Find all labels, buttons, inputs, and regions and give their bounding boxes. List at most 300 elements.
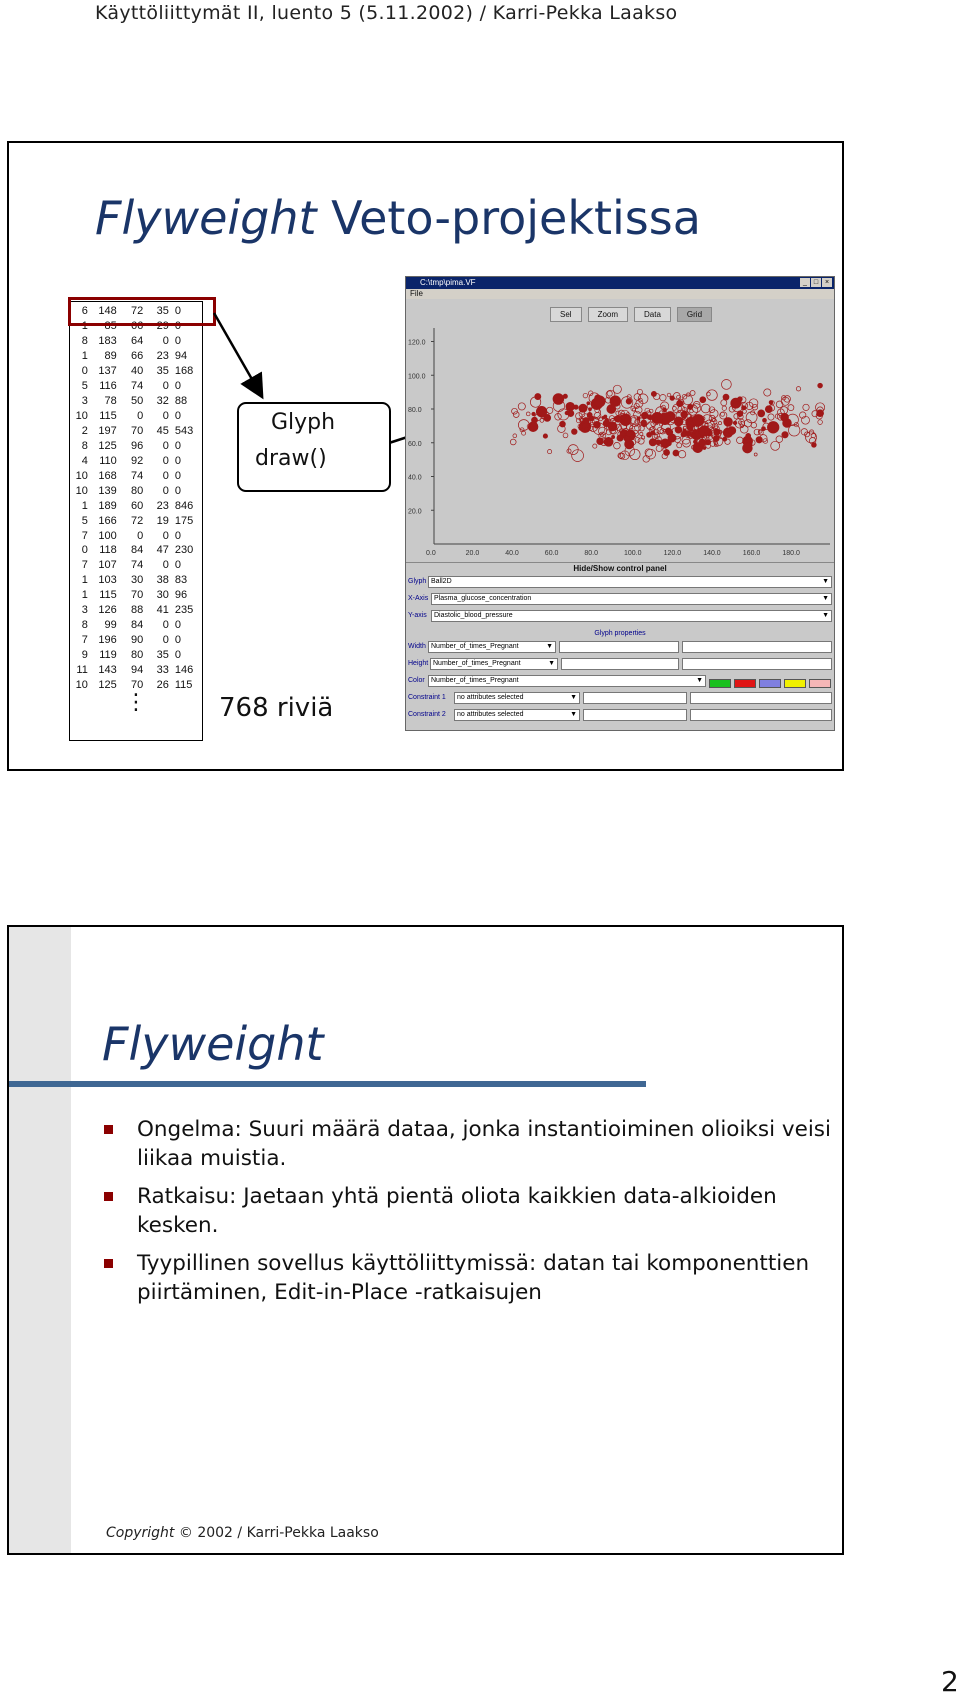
table-cell: 118 — [99, 544, 117, 557]
glyph-point — [535, 394, 541, 400]
table-cell: 0 — [162, 410, 169, 423]
width-row — [406, 640, 834, 654]
table-cell: 0 — [174, 439, 181, 452]
table-cell: 40 — [131, 365, 144, 378]
table-cell: 94 — [131, 663, 144, 676]
table-cell: 5 — [81, 380, 88, 393]
glyph-point — [699, 439, 706, 446]
x-tick-label: 100.0 — [624, 550, 642, 557]
toolbar — [550, 307, 712, 322]
glyph-point — [649, 439, 656, 446]
table-cell: 19 — [156, 514, 169, 527]
table-cell: 115 — [99, 589, 117, 602]
constraint2-min-field[interactable] — [583, 709, 687, 721]
glyph-points — [510, 380, 824, 463]
glyph-point — [683, 429, 687, 433]
glyph-point — [522, 431, 526, 435]
table-cell: 84 — [131, 544, 144, 557]
table-cell: 0 — [174, 634, 181, 647]
glyph-point — [663, 408, 667, 412]
glyph-point — [812, 443, 817, 448]
table-cell: 4 — [81, 454, 88, 467]
table-cell: 0 — [162, 619, 169, 632]
height-select-value: Number_of_times_Pregnant — [433, 660, 521, 667]
table-cell: 0 — [174, 649, 181, 662]
table-cell: 1 — [81, 574, 88, 587]
table-cell: 146 — [174, 663, 194, 676]
x-tick-label: 0.0 — [426, 550, 436, 557]
constraint2-select[interactable] — [454, 709, 580, 721]
table-cell: 168 — [98, 469, 117, 482]
table-cell: 0 — [174, 380, 181, 393]
table-cell: 70 — [131, 589, 144, 602]
table-cell: 38 — [156, 574, 169, 587]
glyph-point — [518, 403, 525, 410]
glyph-point — [677, 400, 683, 406]
constraint1-min-field[interactable] — [583, 692, 687, 704]
constraint2-label: Constraint 2 — [408, 711, 446, 718]
slide-veto — [7, 141, 844, 771]
constraint1-label: Constraint 1 — [408, 694, 446, 701]
table-cell: 85 — [104, 320, 117, 333]
dropdown-arrow-icon: ▼ — [546, 643, 553, 650]
glyph-point — [722, 406, 726, 410]
table-cell: 0 — [81, 365, 88, 378]
table-cell: 64 — [131, 335, 144, 348]
x-tick-label: 140.0 — [703, 550, 721, 557]
glyph-point — [654, 417, 658, 421]
glyph-method: draw() — [255, 446, 327, 471]
glyph-point — [560, 421, 566, 427]
glyph-point — [512, 408, 518, 414]
data-button[interactable]: Data — [634, 307, 671, 322]
table-cell: 116 — [99, 380, 117, 393]
glyph-point — [548, 450, 552, 454]
swatch-yellow[interactable] — [784, 679, 806, 688]
glyph-point — [703, 447, 706, 450]
glyph-point — [616, 411, 620, 415]
table-cell: 0 — [162, 559, 169, 572]
color-swatches — [709, 679, 831, 688]
glyph-point — [818, 420, 823, 425]
table-cell: 1 — [81, 350, 88, 363]
glyph-type-label: Glyph — [408, 578, 427, 585]
table-cell: 9 — [81, 649, 88, 662]
hide-show-control-panel[interactable]: Hide/Show control panel — [406, 562, 834, 575]
table-cell: 30 — [131, 574, 144, 587]
glyph-point — [647, 415, 652, 420]
table-cell: 107 — [98, 559, 117, 572]
table-cell: 183 — [98, 335, 117, 348]
table-cell: 32 — [156, 395, 169, 408]
glyph-point — [656, 446, 662, 452]
width-min-field[interactable] — [559, 641, 679, 653]
close-button[interactable]: × — [822, 278, 832, 287]
height-min-field[interactable] — [561, 658, 679, 670]
x-tick-label: 160.0 — [742, 550, 761, 557]
table-cell: 1 — [81, 589, 88, 602]
height-max-field[interactable] — [682, 658, 832, 670]
table-cell: 235 — [174, 604, 194, 617]
glyph-point — [811, 433, 815, 437]
width-select[interactable] — [428, 641, 556, 653]
title-rest: Veto-projektissa — [316, 191, 701, 245]
table-cell: 0 — [174, 559, 181, 572]
glyph-point — [700, 397, 706, 403]
glyph-point — [788, 405, 794, 411]
slide-title: Flyweight — [102, 1017, 324, 1071]
title-rule — [9, 1081, 646, 1087]
glyph-point — [746, 412, 757, 423]
glyph-point — [723, 394, 729, 400]
x-tick-label: 80.0 — [584, 550, 599, 557]
height-select[interactable] — [430, 658, 558, 670]
table-cell: 84 — [131, 619, 144, 632]
glyph-point — [651, 431, 655, 435]
table-cell: 10 — [75, 678, 88, 691]
glyph-point — [776, 401, 783, 408]
glyph-point — [638, 438, 644, 444]
glyph-properties-title: Glyph properties — [594, 630, 646, 637]
xaxis-row — [406, 592, 834, 606]
table-cell: 1 — [81, 499, 88, 512]
arrow-row-to-glyph — [214, 313, 261, 395]
glyph-point — [782, 432, 788, 438]
dropdown-arrow-icon: ▼ — [570, 694, 577, 701]
glyph-point — [624, 436, 630, 442]
table-cell: 189 — [98, 499, 117, 512]
glyph-point — [594, 396, 605, 407]
glyph-point — [764, 389, 771, 396]
constraint2-row — [406, 708, 834, 722]
table-cell: 66 — [131, 350, 144, 363]
glyph-point — [593, 444, 597, 448]
glyph-point — [620, 414, 632, 426]
table-cell: 3 — [81, 604, 88, 617]
table-cell: 6 — [81, 305, 88, 318]
glyph-point — [771, 441, 780, 450]
width-label: Width — [408, 643, 426, 650]
x-tick-label: 120.0 — [663, 550, 682, 557]
table-cell: 197 — [98, 424, 117, 437]
window-titlebar — [406, 277, 834, 289]
height-row — [406, 657, 834, 671]
constraint1-select-value: no attributes selected — [457, 694, 524, 701]
width-select-value: Number_of_times_Pregnant — [431, 643, 519, 650]
table-cell: 26 — [156, 678, 169, 691]
table-cell: 35 — [156, 305, 169, 318]
glyph-point — [818, 383, 823, 388]
dropdown-arrow-icon: ▼ — [822, 578, 829, 585]
glyph-point — [547, 407, 553, 413]
glyph-point — [721, 400, 727, 406]
constraint2-select-value: no attributes selected — [457, 711, 524, 718]
table-cell: 70 — [131, 678, 144, 691]
glyph-point — [674, 417, 683, 426]
xaxis-label: X-Axis — [408, 595, 429, 602]
glyph-point — [532, 412, 536, 416]
yaxis-label: Y-axis — [408, 612, 427, 619]
glyph-point — [737, 437, 744, 444]
slide-flyweight — [7, 925, 844, 1555]
table-cell: 23 — [156, 350, 169, 363]
table-cell: 99 — [104, 619, 117, 632]
menu-file[interactable]: File — [410, 289, 423, 298]
glyph-point — [746, 433, 751, 438]
glyph-point — [733, 421, 737, 425]
dropdown-arrow-icon: ▼ — [548, 660, 555, 667]
glyph-point — [796, 387, 800, 391]
table-cell: 0 — [162, 335, 169, 348]
table-cell: 96 — [174, 589, 188, 602]
maximize-button[interactable]: □ — [811, 278, 821, 287]
height-label: Height — [408, 660, 429, 667]
glyph-point — [553, 394, 564, 405]
y-tick-label: 40.0 — [408, 474, 422, 482]
glyph-point — [666, 441, 671, 446]
table-cell: 7 — [81, 559, 88, 572]
table-cell: 89 — [104, 350, 117, 363]
yaxis-select[interactable] — [431, 610, 832, 622]
table-cell: 23 — [156, 499, 169, 512]
table-cell: 0 — [174, 335, 181, 348]
glyph-point — [678, 451, 685, 458]
grid-button[interactable]: Grid — [677, 307, 712, 322]
constraint1-select[interactable] — [454, 692, 580, 704]
table-cell: 168 — [174, 365, 194, 378]
table-cell: 29 — [156, 320, 169, 333]
window-title: C:\tmp\pima.VF — [420, 278, 476, 287]
table-cell: 45 — [156, 424, 169, 437]
glyph-point — [767, 422, 779, 434]
y-tick-label: 100.0 — [408, 373, 426, 381]
glyph-point — [802, 416, 810, 424]
table-cell: 143 — [98, 663, 117, 676]
table-cell: 83 — [174, 574, 188, 587]
table-cell: 72 — [131, 305, 144, 318]
table-cell: 846 — [174, 499, 194, 512]
glyph-select[interactable] — [428, 576, 832, 588]
table-cell: 10 — [75, 484, 88, 497]
table-cell: 35 — [156, 649, 169, 662]
glyph-point — [640, 432, 643, 435]
table-cell: 94 — [174, 350, 188, 363]
glyph-row — [406, 575, 834, 589]
table-cell: 8 — [81, 439, 88, 452]
table-cell: 7 — [81, 634, 88, 647]
glyph-point — [691, 433, 696, 438]
glyph-class-box — [237, 402, 391, 492]
scatter-plot[interactable] — [406, 322, 834, 562]
dropdown-arrow-icon: ▼ — [570, 711, 577, 718]
table-cell: 175 — [174, 514, 194, 527]
copyright-word: Copyright — [106, 1525, 175, 1541]
glyph-point — [605, 418, 608, 421]
width-max-field[interactable] — [682, 641, 832, 653]
table-cell: 0 — [137, 529, 144, 542]
table-cell: 10 — [75, 469, 88, 482]
table-cell: 78 — [104, 395, 117, 408]
glyph-point — [701, 404, 710, 413]
title-italic: Flyweight — [95, 191, 317, 245]
glyph-point — [565, 411, 569, 415]
glyph-point — [651, 391, 656, 396]
table-cell: 543 — [174, 424, 194, 437]
table-cell: 119 — [99, 649, 117, 662]
glyph-point — [513, 412, 519, 418]
table-cell: 115 — [174, 678, 193, 691]
y-tick-label: 20.0 — [408, 508, 422, 516]
table-cell: 0 — [174, 305, 181, 318]
glyph-point — [763, 418, 767, 422]
glyph-point — [722, 380, 732, 390]
table-cell: 0 — [162, 634, 169, 647]
glyph-point — [583, 418, 590, 425]
glyph-point — [660, 395, 666, 401]
glyph-point — [805, 432, 810, 437]
table-cell: 0 — [174, 454, 181, 467]
table-cell: 88 — [174, 395, 188, 408]
copyright-symbol: © — [178, 1525, 193, 1541]
x-tick-label: 180.0 — [782, 550, 800, 557]
table-cell: 74 — [131, 380, 144, 393]
table-cell: 88 — [131, 604, 144, 617]
slide-sidebar — [9, 927, 71, 1553]
table-cell: 60 — [131, 499, 144, 512]
table-cell: 110 — [99, 454, 117, 467]
glyph-point — [789, 425, 800, 436]
table-cell: 0 — [174, 410, 181, 423]
glyph-point — [612, 435, 615, 438]
glyph-point — [682, 394, 687, 399]
table-cell: 66 — [131, 320, 144, 333]
glyph-point — [646, 449, 656, 459]
glyph-point — [634, 394, 641, 401]
table-cell: 126 — [98, 604, 117, 617]
table-cell: 0 — [162, 529, 169, 542]
glyph-point — [754, 453, 757, 456]
glyph-point — [756, 437, 762, 443]
table-cell: 47 — [156, 544, 169, 557]
glyph-point — [607, 391, 612, 396]
table-cell: 50 — [131, 395, 144, 408]
menubar — [406, 289, 834, 299]
table-cell: 5 — [81, 514, 88, 527]
constraint2-max-field[interactable] — [690, 709, 832, 721]
swatch-blue[interactable] — [759, 679, 781, 688]
glyph-point — [510, 439, 516, 445]
y-tick-label: 80.0 — [408, 407, 422, 414]
glyph-point — [543, 434, 547, 438]
table-cell: 35 — [156, 365, 169, 378]
glyph-point — [758, 410, 765, 417]
table-cell: 0 — [174, 484, 181, 497]
x-tick-label: 40.0 — [505, 550, 519, 557]
table-cell: 72 — [131, 514, 144, 527]
table-cell: 74 — [131, 559, 144, 572]
glyph-point — [693, 440, 697, 444]
swatch-green[interactable] — [709, 679, 731, 688]
glyph-point — [626, 399, 632, 405]
glyph-point — [614, 442, 621, 449]
table-cell: 0 — [174, 469, 181, 482]
glyph-point — [513, 434, 517, 438]
bullet-item: Tyypillinen sovellus käyttöliittymissä: datan tai komponenttien piirtäminen, Edit-in-Place -ratkaisujen — [104, 1249, 834, 1307]
xaxis-select-value: Plasma_glucose_concentration — [434, 595, 532, 602]
y-tick-label: 60.0 — [408, 440, 422, 448]
glyph-point — [563, 433, 568, 438]
swatch-red[interactable] — [734, 679, 756, 688]
xaxis-select[interactable] — [431, 593, 832, 605]
table-cell: 80 — [131, 484, 144, 497]
table-cell: 137 — [98, 365, 117, 378]
copyright-text: 2002 / Karri-Pekka Laakso — [197, 1525, 379, 1541]
table-cell: 100 — [98, 529, 117, 542]
table-cell: 3 — [81, 395, 88, 408]
table-cell: 10 — [75, 410, 88, 423]
table-cell: 230 — [174, 544, 194, 557]
glyph-point — [673, 450, 679, 456]
glyph-point — [690, 391, 695, 396]
zoom-button[interactable]: Zoom — [588, 307, 628, 322]
glyph-point — [744, 420, 751, 427]
glyph-point — [754, 429, 760, 435]
table-cell: 0 — [174, 619, 181, 632]
table-cell: 70 — [131, 424, 144, 437]
glyph-point — [607, 405, 616, 414]
sel-button[interactable]: Sel — [550, 307, 582, 322]
glyph-point — [718, 422, 721, 425]
color-label: Color — [408, 677, 425, 684]
table-cell: 0 — [81, 544, 88, 557]
color-select-value: Number_of_times_Pregnant — [431, 677, 519, 684]
table-cell: 33 — [156, 663, 169, 676]
glyph-point — [728, 427, 736, 435]
table-cell: 1 — [81, 320, 88, 333]
glyph-point — [635, 438, 640, 443]
glyph-point — [751, 422, 757, 428]
table-cell: 0 — [174, 320, 181, 333]
swatch-pink[interactable] — [809, 679, 831, 688]
ellipsis: ⋮ — [125, 690, 147, 715]
table-cell: 2 — [81, 424, 88, 437]
copyright-footer — [106, 1525, 379, 1541]
table-cell: 125 — [98, 439, 117, 452]
table-cell: 196 — [98, 634, 117, 647]
dropdown-arrow-icon: ▼ — [822, 612, 829, 619]
constraint1-max-field[interactable] — [690, 692, 832, 704]
glyph-point — [602, 416, 605, 419]
y-tick-label: 120.0 — [408, 339, 426, 347]
table-cell: 0 — [162, 439, 169, 452]
table-cell: 11 — [76, 663, 88, 676]
glyph-point — [526, 412, 530, 416]
table-cell: 8 — [81, 335, 88, 348]
glyph-label: Glyph — [271, 410, 336, 435]
color-select[interactable] — [428, 675, 706, 687]
table-cell: 0 — [162, 469, 169, 482]
bullet-list — [104, 1115, 834, 1316]
table-cell: 115 — [99, 410, 117, 423]
bullet-item: Ongelma: Suuri määrä dataa, jonka instantioiminen olioiksi veisi liikaa muistia. — [104, 1115, 834, 1173]
minimize-button[interactable]: _ — [800, 278, 810, 287]
glyph-point — [667, 393, 671, 397]
table-cell: 8 — [81, 619, 88, 632]
glyph-point — [765, 406, 772, 413]
glyph-point — [677, 443, 682, 448]
table-cell: 0 — [162, 380, 169, 393]
yaxis-select-value: Diastolic_blood_pressure — [434, 612, 513, 619]
